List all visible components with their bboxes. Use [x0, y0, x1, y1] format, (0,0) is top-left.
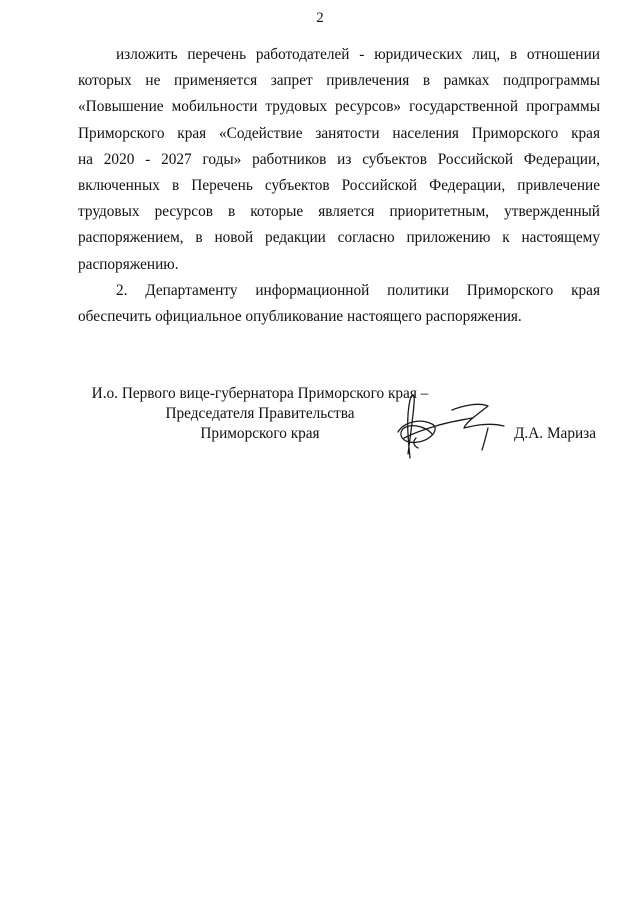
paragraph-1-line: распоряжением, в новой редакции согласно приложению к настоящему: [78, 229, 600, 247]
paragraph-1-line: изложить перечень работодателей - юридических лиц, в отношении: [116, 46, 600, 63]
handwritten-signature-icon: [392, 388, 522, 464]
paragraph-1-line: Приморского края «Содействие занятости населения Приморского края: [78, 124, 600, 142]
document-body: [78, 42, 600, 330]
paragraph-1-line: включенных в Перечень субъектов Российской Федерации, привлечение: [78, 176, 600, 194]
paragraph-1-line: трудовых ресурсов в которые является приоритетным, утвержденный: [78, 203, 600, 221]
paragraph-1-line: на 2020 - 2027 годы» работников из субъектов Российской Федерации,: [78, 150, 600, 168]
signatory-name: Д.А. Мариза: [514, 425, 597, 442]
paragraph-1-line: которых не применяется запрет привлечения в рамках подпрограммы: [78, 72, 600, 90]
signatory-title-line: Приморского края: [200, 425, 320, 442]
page-number: 2: [316, 10, 324, 26]
paragraph-2-line: 2. Департаменту информационной политики Приморского края: [116, 281, 600, 299]
paragraph-1-line: распоряжению.: [78, 255, 179, 273]
paragraph-2-line: обеспечить официальное опубликование настоящего распоряжения.: [78, 307, 522, 325]
signatory-title-line: И.о. Первого вице-губернатора Приморского края –: [91, 385, 429, 402]
signatory-title-line: Председателя Правительства: [165, 405, 355, 422]
paragraph-1-line: «Повышение мобильности трудовых ресурсов» государственной программы: [78, 98, 600, 116]
